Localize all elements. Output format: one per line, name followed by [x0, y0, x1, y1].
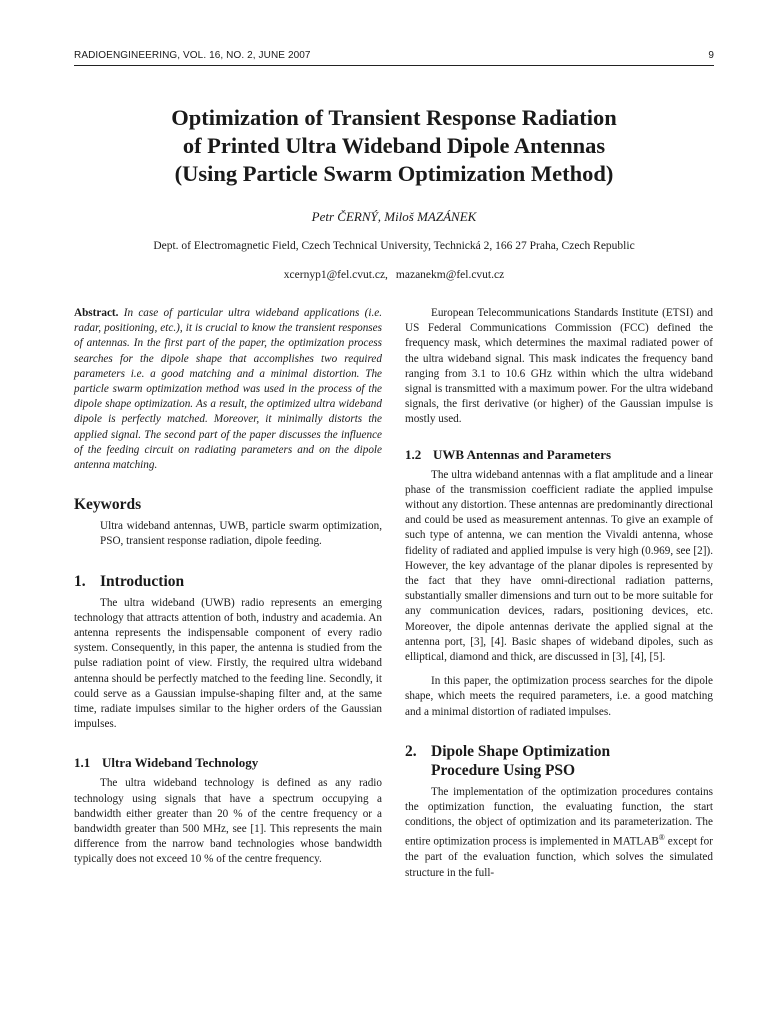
paper-title — [74, 104, 714, 188]
section-number: 1. — [74, 572, 86, 590]
affiliation: Dept. of Electromagnetic Field, Czech Technical University, Technická 2, 166 27 Praha, Czech Republic — [153, 240, 635, 252]
running-header — [74, 50, 714, 61]
left-column — [74, 306, 382, 868]
header-rule — [74, 65, 714, 66]
abstract-label: Abstract. — [74, 307, 119, 319]
keywords-heading — [74, 495, 382, 514]
uwb-antennas-paragraph: The ultra wideband antennas with a flat amplitude and a linear phase of the transmission coefficient radiate the applied impulse without any distortion. These antennas are predominantly directional and could be used as measurement antennas. To give an example of such type of antenna, we can mention the Vivaldi antenna, whose fidelity of radiated and applied impulse is very high (0.969, see [2]). However, the key advantage of the planar dipoles is represented by the fact that they have omni-directional radiation patterns, substantially smaller dimensions and turn out to be more suitable for any communication devices, radars, positioning devices, etc. Moreover, the dipole antennas derivate the applied signal at the antenna port, [3], [4]. Basic shapes of wideband dipoles, such as elliptical, diamond and thick, are discussed in [3], [4], [5]. — [405, 468, 713, 664]
section-heading — [405, 742, 713, 780]
pso-paragraph — [405, 785, 713, 881]
intro-paragraph: The ultra wideband (UWB) radio represents an emerging technology that attracts attention of both, industry and academia. An antenna represents the indispensable component of every radio system. Consequently, in this paper, the antenna is studied from the pulse radiation point of view. Firstly, the required ultra wideband antenna should be perfectly matched to the feeding line. Secondly, it could serve as a Gaussian impulse-shaping filter and, at the same time, radiate impulses similar to the higher orders of the Gaussian impulses. — [74, 596, 382, 731]
title-line: of Printed Ultra Wideband Dipole Antennas — [182, 133, 606, 158]
authors: Petr ČERNÝ, Miloš MAZÁNEK — [311, 209, 477, 224]
subsection-number: 1.2 — [405, 446, 422, 462]
uwb-technology-paragraph: The ultra wideband technology is defined as any radio technology using signals that have a spectrum occupying a bandwidth either greater than 20 % of the centre frequency or a bandwidth greater than 500 MHz, see [1]. This represents the main difference from the narrow band technologies whose bandwidth typically does not exceed 10 % of the centre frequency. — [74, 777, 382, 866]
subsection-heading — [74, 754, 382, 771]
keywords-heading-text: Keywords — [74, 496, 142, 514]
keywords-text: Ultra wideband antennas, UWB, particle swarm optimization, PSO, transient response radiation, dipole feeding. — [100, 520, 382, 548]
pso-text-a: The implementation of the optimization procedures contains the optimization function, the evaluating function, the start conditions, the object of optimization and its parameterization. The entire optimization process is implemented in MATLAB — [405, 785, 713, 849]
optimization-intro-paragraph: In this paper, the optimization process searches for the dipole shape, which meets the required parameters, i.e. a good matching and a minimal distortion of radiated impulses. — [405, 675, 713, 718]
abstract — [74, 306, 382, 473]
title-line: (Using Particle Swarm Optimization Method) — [174, 161, 614, 186]
subsection-heading — [405, 446, 713, 463]
section-number: 2. — [405, 742, 417, 760]
section-title-line: Procedure Using PSO — [431, 761, 576, 779]
subsection-number: 1.1 — [74, 755, 91, 771]
section-title — [431, 742, 610, 780]
subsection-title: UWB Antennas and Parameters — [433, 446, 612, 462]
section-title-line: Dipole Shape Optimization — [431, 742, 611, 760]
email-second[interactable]: mazanekm@fel.cvut.cz — [395, 269, 505, 281]
emails — [74, 269, 714, 281]
abstract-text: In case of particular ultra wideband applications (i.e. radar, positioning, etc.), it is crucial to know the transient responses of antennas. In the first part of the paper, the optimization process searches for the dipole shape that accomplishes two required parameters i.e. a good matching and a minimal distortion. The particle swarm optimization method was used in the process of the dipole shape optimization. As a result, the optimized ultra wideband dipole is perfectly matched. Moreover, it minimally distorts the applied signal. The second part of the paper discusses the influence of the feeding circuit on radiating parameters and on the dipole antenna matching. — [74, 307, 383, 472]
section-heading — [74, 572, 382, 591]
etsi-fcc-paragraph: European Telecommunications Standards Institute (ETSI) and US Federal Communications Commission (FCC) defined the frequency mask, which determines the maximal radiated power of the ultra wideband signal. This mask indicates the frequency band ranging from 3.1 to 10.6 GHz within which the ultra wideband signal is transmitted with a maximum power. For the ultra wideband signals, the first derivative (or higher) of the Gaussian impulse is mostly used. — [405, 307, 713, 426]
registered-mark: ® — [658, 833, 665, 843]
right-column — [405, 306, 713, 881]
pso-text-b: except for the part of the evaluation function, which solves the simulated structure in the full- — [405, 836, 713, 879]
section-title: Introduction — [100, 572, 185, 590]
title-line: Optimization of Transient Response Radiation — [171, 105, 617, 130]
page-number: 9 — [708, 50, 714, 61]
subsection-title: Ultra Wideband Technology — [102, 755, 259, 771]
journal-name: RADIOENGINEERING, VOL. 16, NO. 2, JUNE 2007 — [74, 50, 311, 61]
email-first[interactable]: xcernyp1@fel.cvut.cz, — [283, 269, 388, 281]
